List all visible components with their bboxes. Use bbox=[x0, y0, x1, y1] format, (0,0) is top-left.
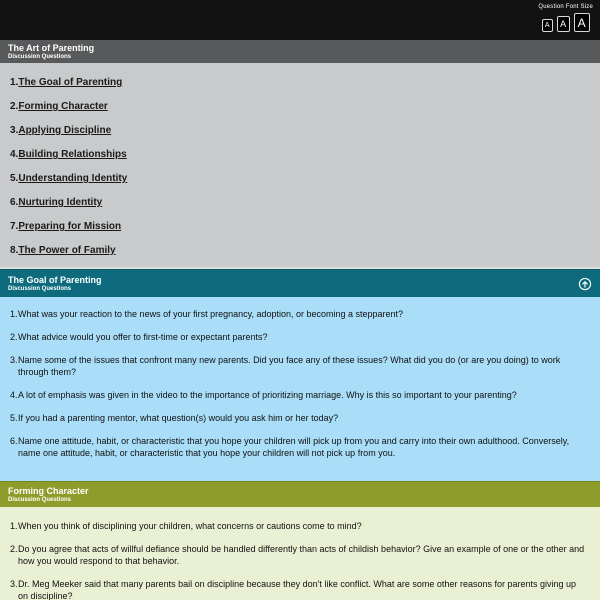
app-subtitle: Discussion Questions bbox=[8, 54, 72, 60]
toc-item-number: 7. bbox=[10, 221, 19, 232]
section-subtitle: Discussion Questions bbox=[8, 496, 72, 503]
question-text: What advice would you offer to first-time or expectant parents? bbox=[18, 332, 268, 342]
toc-item bbox=[0, 150, 600, 160]
toc-item bbox=[0, 246, 600, 256]
toc-link-forming-character[interactable]: Forming Character bbox=[18, 101, 108, 112]
toc-item bbox=[0, 78, 600, 88]
toc-item bbox=[0, 198, 600, 208]
question-row bbox=[0, 578, 600, 600]
question-row bbox=[0, 543, 600, 567]
toc-item-number: 8. bbox=[10, 245, 19, 256]
question-text: If you had a parenting mentor, what question(s) would you ask him or her today? bbox=[18, 413, 339, 423]
question-text: What was your reaction to the news of your first pregnancy, adoption, or becoming a stepparent? bbox=[18, 309, 404, 319]
toc-item-number: 4. bbox=[10, 149, 19, 160]
question-number: 2. bbox=[10, 544, 18, 554]
toc-link-nurturing-identity[interactable]: Nurturing Identity bbox=[18, 197, 103, 208]
toc-link-preparing-for-mission[interactable]: Preparing for Mission bbox=[18, 221, 122, 232]
toc-item bbox=[0, 222, 600, 232]
questions-goal-of-parenting bbox=[0, 297, 600, 481]
question-row bbox=[0, 435, 600, 459]
question-text: Do you agree that acts of willful defiance should be handled differently than acts of childish behavior? Give an example of one or the other and how you would respond to that behavior. bbox=[18, 544, 585, 566]
question-number: 4. bbox=[10, 390, 18, 400]
section-header-text bbox=[8, 486, 89, 504]
toc-item-number: 1. bbox=[10, 77, 19, 88]
question-row bbox=[0, 520, 600, 532]
toc-item-number: 3. bbox=[10, 125, 19, 136]
font-size-controls bbox=[538, 4, 593, 32]
table-of-contents bbox=[0, 63, 600, 269]
toc-item bbox=[0, 126, 600, 136]
toc-link-goal-of-parenting[interactable]: The Goal of Parenting bbox=[18, 77, 123, 88]
question-text: Name one attitude, habit, or characteristic that you hope your children will pick up from you and carry into their own adulthood. Conversely, name one attitude, habit, or characteristic that you hope your children will not pick up from you. bbox=[18, 436, 570, 458]
toc-link-building-relationships[interactable]: Building Relationships bbox=[18, 149, 127, 160]
toc-link-power-of-family[interactable]: The Power of Family bbox=[18, 245, 116, 256]
toc-item bbox=[0, 102, 600, 112]
question-row bbox=[0, 412, 600, 424]
question-number: 6. bbox=[10, 436, 18, 446]
section-title: Forming Character bbox=[8, 485, 89, 496]
question-text: A lot of emphasis was given in the video to the importance of prioritizing marriage. Why is this so important to your parenting? bbox=[18, 390, 517, 400]
section-header-goal-of-parenting bbox=[0, 269, 600, 297]
question-row bbox=[0, 354, 600, 378]
question-number: 2. bbox=[10, 332, 18, 342]
font-size-buttons bbox=[542, 13, 590, 32]
font-size-large-button[interactable]: A bbox=[574, 13, 590, 32]
question-number: 1. bbox=[10, 521, 18, 531]
font-size-medium-button[interactable]: A bbox=[557, 16, 570, 32]
toc-item-number: 5. bbox=[10, 173, 19, 184]
back-to-top-icon[interactable] bbox=[578, 277, 592, 291]
question-number: 5. bbox=[10, 413, 18, 423]
toc-link-understanding-identity[interactable]: Understanding Identity bbox=[18, 173, 128, 184]
question-row bbox=[0, 331, 600, 343]
question-number: 3. bbox=[10, 355, 18, 365]
section-subtitle: Discussion Questions bbox=[8, 285, 72, 292]
section-header-forming-character bbox=[0, 481, 600, 507]
toc-item-number: 2. bbox=[10, 101, 19, 112]
toc-item bbox=[0, 174, 600, 184]
font-size-label: Question Font Size bbox=[538, 4, 593, 10]
question-text: Dr. Meg Meeker said that many parents bail on discipline because they don't like conflict. What are some other reasons for parents giving up on discipline? bbox=[18, 579, 577, 600]
section-title: The Goal of Parenting bbox=[8, 274, 102, 285]
top-bar bbox=[0, 0, 600, 40]
font-size-small-button[interactable]: A bbox=[542, 19, 553, 32]
toc-item-number: 6. bbox=[10, 197, 19, 208]
question-row bbox=[0, 389, 600, 401]
section-header-text bbox=[8, 275, 102, 293]
app-header bbox=[0, 40, 600, 63]
question-number: 1. bbox=[10, 309, 18, 319]
questions-forming-character bbox=[0, 507, 600, 600]
question-text: Name some of the issues that confront many new parents. Did you face any of these issues? What did you do (or are you doing) to work through them? bbox=[18, 355, 561, 377]
toc-link-applying-discipline[interactable]: Applying Discipline bbox=[18, 125, 112, 136]
app-title: The Art of Parenting bbox=[8, 43, 95, 53]
question-number: 3. bbox=[10, 579, 18, 589]
question-row bbox=[0, 308, 600, 320]
question-text: When you think of disciplining your children, what concerns or cautions come to mind? bbox=[18, 521, 362, 531]
